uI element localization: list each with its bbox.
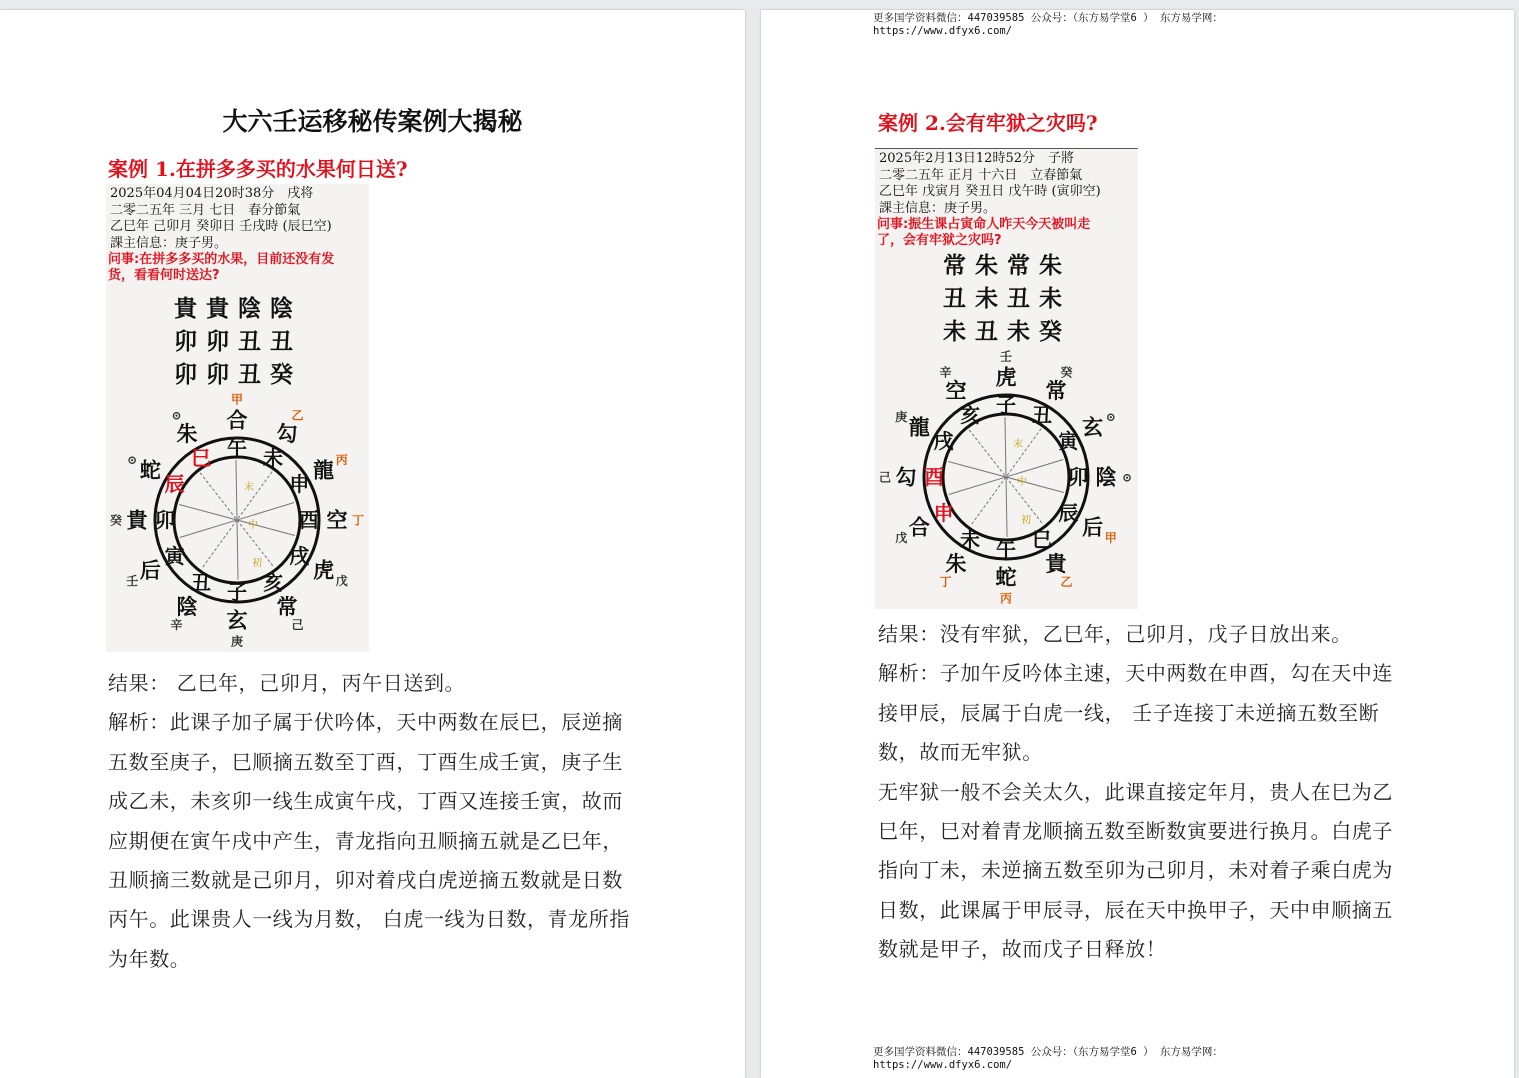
grid-row: 貴貴陰陰 xyxy=(174,295,302,322)
grid-row: 丑未丑未 xyxy=(943,285,1071,312)
heavenly-general-label: 陰 xyxy=(176,594,198,620)
info-line: 課主信息：庚子男。 xyxy=(110,235,228,251)
stem-label: 戊 xyxy=(335,573,348,588)
case-2-title: 案例 2.会有牢狱之灾吗? xyxy=(878,111,1098,135)
stem-label: 乙 xyxy=(291,408,304,423)
heavenly-general-label: 龍 xyxy=(313,457,335,483)
info-line: 二零二五年 三月 七日 春分節氣 xyxy=(110,202,301,218)
footer-url: https://www.dfyx6.com/ xyxy=(873,1059,1013,1071)
earthly-branch-label: 亥 xyxy=(263,570,283,595)
earthly-branch-label: 亥 xyxy=(960,402,980,427)
heavenly-general-label: 合 xyxy=(226,407,248,433)
earthly-branch-label: 未 xyxy=(960,527,980,552)
chart-info xyxy=(110,186,332,252)
earthly-branch-label: 午 xyxy=(227,436,247,461)
header-url: https://www.dfyx6.com/ xyxy=(873,25,1013,37)
four-lessons-grid xyxy=(106,292,437,391)
heavenly-general-label: 玄 xyxy=(1082,414,1104,440)
stem-label: 壬 xyxy=(126,573,139,588)
earthly-branch-label: 巳 xyxy=(1032,527,1052,552)
earthly-branch-label: 申 xyxy=(289,472,310,497)
question-line: 问事:振生课占寅命人昨天今天被叫走 xyxy=(877,217,1091,232)
heavenly-general-label: 蛇 xyxy=(139,457,161,483)
earthly-branch-label: 丑 xyxy=(1032,402,1052,427)
case-2-body xyxy=(878,615,1408,970)
stem-label: 辛 xyxy=(939,365,952,380)
heavenly-general-label: 朱 xyxy=(176,420,198,446)
heavenly-general-label: 陰 xyxy=(1095,464,1117,490)
earthly-branch-label: 辰 xyxy=(1058,501,1079,526)
earthly-branch-label: 戌 xyxy=(933,429,954,454)
analysis-paragraph: 解析：此课子加子属于伏吟体，天中两数在辰巳，辰逆摘五数至庚子，巳顺摘五数至丁酉，丁酉生成壬寅，庚子生成乙未，未亥卯一线生成寅午戌，丁酉又连接壬寅，故而应期便在寅午戌中产生，青龙指向丑顺摘五就是乙巳年，丑顺摘三数就是己卯月，卯对着戌白虎逆摘五数就是日数丙午。此课贵人一线为月数， 白虎一线为日数，青龙所指为年数。 xyxy=(108,710,630,971)
heavenly-general-label: 虎 xyxy=(313,557,335,583)
info-line: 乙巳年 己卯月 癸卯日 壬戌時 (辰巳空) xyxy=(110,219,332,234)
stem-label: 癸 xyxy=(109,513,123,528)
stem-label: 己 xyxy=(291,618,304,633)
stem-label: 己 xyxy=(878,470,892,485)
stem-label: 甲 xyxy=(1104,530,1117,545)
stem-label: 丙 xyxy=(335,452,348,467)
grid-row: 常朱常朱 xyxy=(943,252,1071,279)
info-line: 2025年2月13日12時52分 子將 xyxy=(879,151,1074,166)
stem-label: 丁 xyxy=(351,513,365,528)
earthly-branch-label: 午 xyxy=(996,537,1016,562)
stem-label: 癸 xyxy=(1060,365,1073,380)
chart-question xyxy=(877,217,1090,249)
case-1-body xyxy=(108,664,638,979)
heavenly-general-label: 合 xyxy=(908,514,930,540)
earthly-branch-label: 酉 xyxy=(299,508,319,533)
question-line: 了，会有牢狱之灾吗? xyxy=(877,233,1002,248)
stem-label: 庚 xyxy=(230,634,244,649)
stem-label: 丙 xyxy=(999,591,1013,606)
heavenly-general-label: 后 xyxy=(139,557,161,583)
heavenly-general-label: 空 xyxy=(326,507,348,533)
info-line: 課主信息：庚子男。 xyxy=(879,200,997,216)
sequence-mark: 初 xyxy=(1021,515,1031,526)
page-header xyxy=(873,12,1223,38)
earthly-branch-label: 酉 xyxy=(924,465,944,490)
four-lessons-grid xyxy=(875,249,1206,348)
earthly-branch-label: 卯 xyxy=(155,508,175,533)
sequence-mark: 中 xyxy=(1017,477,1027,488)
earthly-branch-label: 丑 xyxy=(191,570,211,595)
question-line: 问事:在拼多多买的水果，目前还没有发 xyxy=(108,252,335,267)
footer-line: 更多国学资料微信：447039585 公众号：（东方易学堂6 ） 东方易学网： xyxy=(873,1046,1223,1058)
chart-info xyxy=(879,151,1101,217)
stem-label: ⊙ xyxy=(171,408,182,423)
earthly-branch-label: 子 xyxy=(996,393,1016,418)
heavenly-general-label: 朱 xyxy=(945,551,967,577)
stem-label: 戊 xyxy=(895,530,908,545)
earthly-branch-label: 寅 xyxy=(1058,429,1079,454)
heavenly-general-label: 龍 xyxy=(908,414,930,440)
heavenly-general-label: 虎 xyxy=(995,364,1017,390)
stem-label: 甲 xyxy=(230,392,244,407)
stem-label: 壬 xyxy=(999,349,1013,364)
question-line: 货，看看何时送达? xyxy=(108,268,220,283)
earthly-branch-label: 辰 xyxy=(164,472,185,497)
heavenly-general-label: 勾 xyxy=(895,464,917,490)
heavenly-general-label: 常 xyxy=(1045,377,1067,403)
earthly-branch-label: 未 xyxy=(263,445,283,470)
heavenly-general-label: 后 xyxy=(1082,514,1104,540)
info-line: 乙巳年 戊寅月 癸丑日 戊午時 (寅卯空) xyxy=(879,184,1101,199)
heavenly-general-label: 蛇 xyxy=(995,564,1017,590)
plate-wheel-diagram xyxy=(875,349,1138,609)
grid-row: 卯卯丑丑 xyxy=(174,328,302,355)
earthly-branch-label: 申 xyxy=(933,501,954,526)
info-line: 2025年04月04日20时38分 戌将 xyxy=(110,186,314,201)
case-1-chart-image xyxy=(106,184,369,652)
document-page-2 xyxy=(761,10,1514,1078)
earthly-branch-label: 寅 xyxy=(164,544,185,569)
case-2-chart-image xyxy=(875,148,1138,609)
grid-row: 未丑未癸 xyxy=(943,318,1071,345)
info-line: 二零二五年 正月 十六日 立春節氣 xyxy=(879,167,1083,183)
heavenly-general-label: 常 xyxy=(276,594,298,620)
stem-label: ⊙ xyxy=(127,452,138,467)
heavenly-general-label: 勾 xyxy=(276,420,298,446)
case-1-title: 案例 1.在拼多多买的水果何日送? xyxy=(108,157,408,181)
stem-label: ⊙ xyxy=(1121,470,1133,485)
heavenly-general-label: 貴 xyxy=(1045,551,1067,577)
header-line: 更多国学资料微信：447039585 公众号：（东方易学堂6 ） 东方易学网： xyxy=(873,12,1223,24)
plate-wheel-diagram xyxy=(106,392,369,652)
stem-label: 丁 xyxy=(939,575,952,590)
chart-question xyxy=(108,252,334,284)
grid-row: 卯卯丑癸 xyxy=(174,361,302,388)
heavenly-general-label: 空 xyxy=(945,377,967,403)
sequence-mark: 初 xyxy=(252,558,262,569)
sequence-mark: 末 xyxy=(1013,439,1023,450)
stem-label: 乙 xyxy=(1060,575,1073,590)
earthly-branch-label: 卯 xyxy=(1068,465,1088,490)
page-footer xyxy=(873,1046,1223,1072)
sequence-mark: 中 xyxy=(248,520,258,531)
document-title: 大六壬运移秘传案例大揭秘 xyxy=(222,107,523,136)
earthly-branch-label: 子 xyxy=(227,580,247,605)
stem-label: 辛 xyxy=(170,618,183,633)
stem-label: ⊙ xyxy=(1105,409,1116,424)
analysis-paragraph: 无牢狱一般不会关太久，此课直接定年月，贵人在巳为乙巳年，巳对着青龙顺摘五数至断数寅要进行换月。白虎子指向丁未，未逆摘五数至卯为己卯月，未对着子乘白虎为日数，此课属于甲辰寻，辰在天中换甲子，天中申顺摘五数就是甲子，故而戊子日释放！ xyxy=(878,779,1393,962)
earthly-branch-label: 戌 xyxy=(289,544,310,569)
result-paragraph: 结果：没有牢狱，乙巳年，己卯月，戊子日放出来。 xyxy=(878,622,1352,646)
result-paragraph: 结果： 乙巳年，己卯月，丙午日送到。 xyxy=(108,671,466,695)
analysis-paragraph: 解析：子加午反吟体主速，天中两数在申酉，勾在天中连接甲辰，辰属于白虎一线， 壬子连接丁未逆摘五数至断数，故而无牢狱。 xyxy=(878,661,1393,765)
heavenly-general-label: 玄 xyxy=(226,607,248,633)
stem-label: 庚 xyxy=(895,409,908,424)
document-page-1 xyxy=(0,10,745,1078)
earthly-branch-label: 巳 xyxy=(191,445,211,470)
heavenly-general-label: 貴 xyxy=(126,507,148,533)
sequence-mark: 末 xyxy=(244,482,254,493)
